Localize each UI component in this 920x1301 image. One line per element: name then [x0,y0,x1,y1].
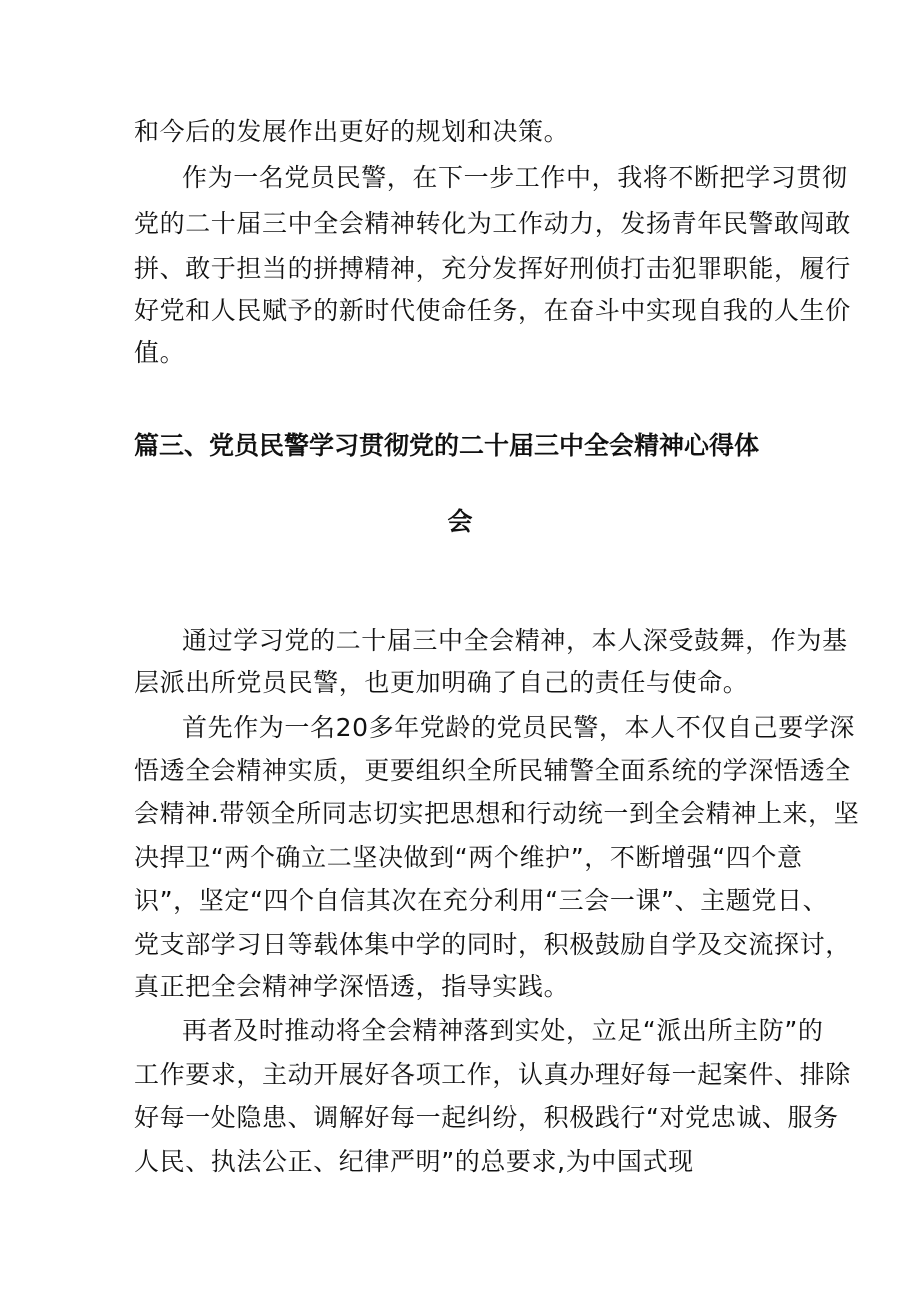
text-line: 党支部学习日等载体集中学的同时，积极鼓励自学及交流探讨， [134,930,851,959]
text-line: 值。 [134,338,186,367]
text-line: 识”，坚定“四个自信其次在充分利用“三会一课”、主题党日、 [134,886,829,915]
text-line: 通过学习党的二十届三中全会精神，本人深受鼓舞，作为基 [182,626,848,655]
text-line: 工作要求，主动开展好各项工作，认真办理好每一起案件、排除 [134,1060,851,1089]
text-line: 拼、敢于担当的拼搏精神，充分发挥好刑侦打击犯罪职能，履行 [134,254,851,283]
text-line: 党的二十届三中全会精神转化为工作动力，发扬青年民警敢闯敢 [134,209,851,238]
text-line: 作为一名党员民警，在下一步工作中，我将不断把学习贯彻 [182,163,848,192]
text-line: 好党和人民赋予的新时代使命任务，在奋斗中实现自我的人生价 [134,296,851,325]
text-line: 再者及时推动将全会精神落到实处，立足“派出所主防”的 [182,1016,824,1045]
text-line: 会精神.带领全所同志切实把思想和行动统一到全会精神上来，坚 [134,799,860,828]
text-line: 好每一处隐患、调解好每一起纠纷，积极践行“对党忠诚、服务 [134,1103,839,1132]
text-line: 决捍卫“两个确立二坚决做到“两个维护”，不断增强“四个意 [134,843,803,872]
text-line: 层派出所党员民警，也更加明确了自己的责任与使命。 [134,668,749,697]
text-line: 真正把全会精神学深悟透，指导实践。 [134,972,570,1001]
text-line: 悟透全会精神实质，更要组织全所民辅警全面系统的学深悟透全 [134,756,851,785]
text-line: 和今后的发展作出更好的规划和决策。 [134,117,570,146]
section-heading: 篇三、党员民警学习贯彻党的二十届三中全会精神心得体 [134,431,760,460]
text-line: 首先作为一名20多年党龄的党员民警，本人不仅自己要学深 [182,713,856,742]
text-line: 人民、执法公正、纪律严明”的总要求,为中国式现 [134,1147,694,1176]
section-heading-continuation: 会 [447,507,473,536]
